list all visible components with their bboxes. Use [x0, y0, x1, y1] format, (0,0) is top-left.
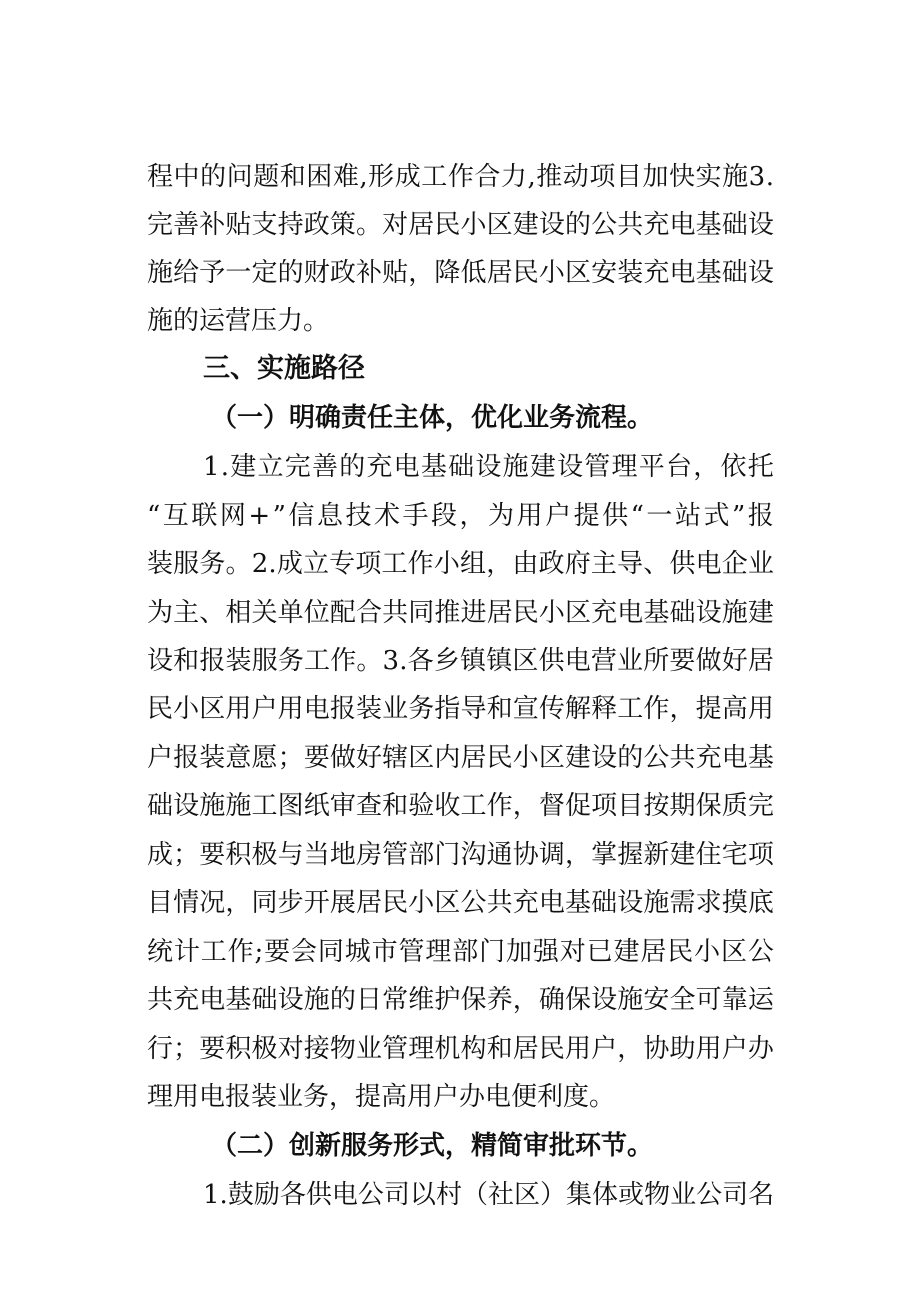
paragraph-line: 装 服 务 。 2 . 成 立 专 项 工 作 小 组 ， 由 政 府 主 导 、 供 电 企 业 [147, 549, 774, 579]
paragraph-line: 统 计 工 作 ; 要 会 同 城 市 管 理 部 门 加 强 对 已 建 居 民 小 区 公 [147, 937, 774, 967]
paragraph-line: 程 中 的 问 题 和 困 难 , 形 成 工 作 合 力 , 推 动 项 目 加 快 实 施 3 . [147, 162, 774, 192]
paragraph-line: 目 情 况 ， 同 步 开 展 居 民 小 区 公 共 充 电 基 础 设 施 需 求 摸 底 [147, 888, 774, 918]
paragraph-line: “ 互 联 网 + ” 信 息 技 术 手 段 ， 为 用 户 提 供 “ 一 站 式 ” 报 [147, 501, 774, 531]
subsection-heading: （二）创新服务形式，精简审批环节。 [211, 1131, 654, 1161]
paragraph-line: 行 ； 要 积 极 对 接 物 业 管 理 机 构 和 居 民 用 户 ， 协 助 用 户 办 [147, 1034, 774, 1064]
paragraph-line: 共 充 电 基 础 设 施 的 日 常 维 护 保 养 ， 确 保 设 施 安 全 可 靠 运 [147, 985, 774, 1015]
paragraph-line: 成 ； 要 积 极 与 当 地 房 管 部 门 沟 通 协 调 ， 掌 握 新 建 住 宅 项 [147, 840, 774, 870]
section-heading: 三、实施路径 [203, 353, 365, 384]
paragraph-line: 民 小 区 用 户 用 电 报 装 业 务 指 导 和 宣 传 解 释 工 作 ， 提 高 用 [147, 694, 774, 724]
paragraph-line: 施 给 予 一 定 的 财 政 补 贴 ， 降 低 居 民 小 区 安 装 充 电 基 础 设 [147, 258, 774, 288]
paragraph-line: 1 . 鼓 励 各 供 电 公 司 以 村 （ 社 区 ） 集 体 或 物 业 公 司 名 [203, 1180, 774, 1210]
paragraph-line: 1 . 建 立 完 善 的 充 电 基 础 设 施 建 设 管 理 平 台 ， 依 托 [203, 452, 774, 482]
paragraph-line: 为 主 、 相 关 单 位 配 合 共 同 推 进 居 民 小 区 充 电 基 础 设 施 建 [147, 598, 774, 628]
paragraph-line: 础 设 施 施 工 图 纸 审 查 和 验 收 工 作 ， 督 促 项 目 按 期 保 质 完 [147, 791, 774, 821]
paragraph-line: 完 善 补 贴 支 持 政 策 。 对 居 民 小 区 建 设 的 公 共 充 电 基 础 设 [147, 210, 774, 240]
paragraph-line: 理用电报装业务，提高用户办电便利度。 [147, 1082, 616, 1112]
paragraph-line: 户 报 装 意 愿 ； 要 做 好 辖 区 内 居 民 小 区 建 设 的 公 共 充 电 基 [147, 743, 774, 773]
paragraph-line: 设 和 报 装 服 务 工 作 。 3 . 各 乡 镇 镇 区 供 电 营 业 所 要 做 好 居 [147, 646, 774, 676]
paragraph-line: 施的运营压力。 [147, 306, 330, 336]
subsection-heading: （一）明确责任主体，优化业务流程。 [211, 403, 654, 433]
